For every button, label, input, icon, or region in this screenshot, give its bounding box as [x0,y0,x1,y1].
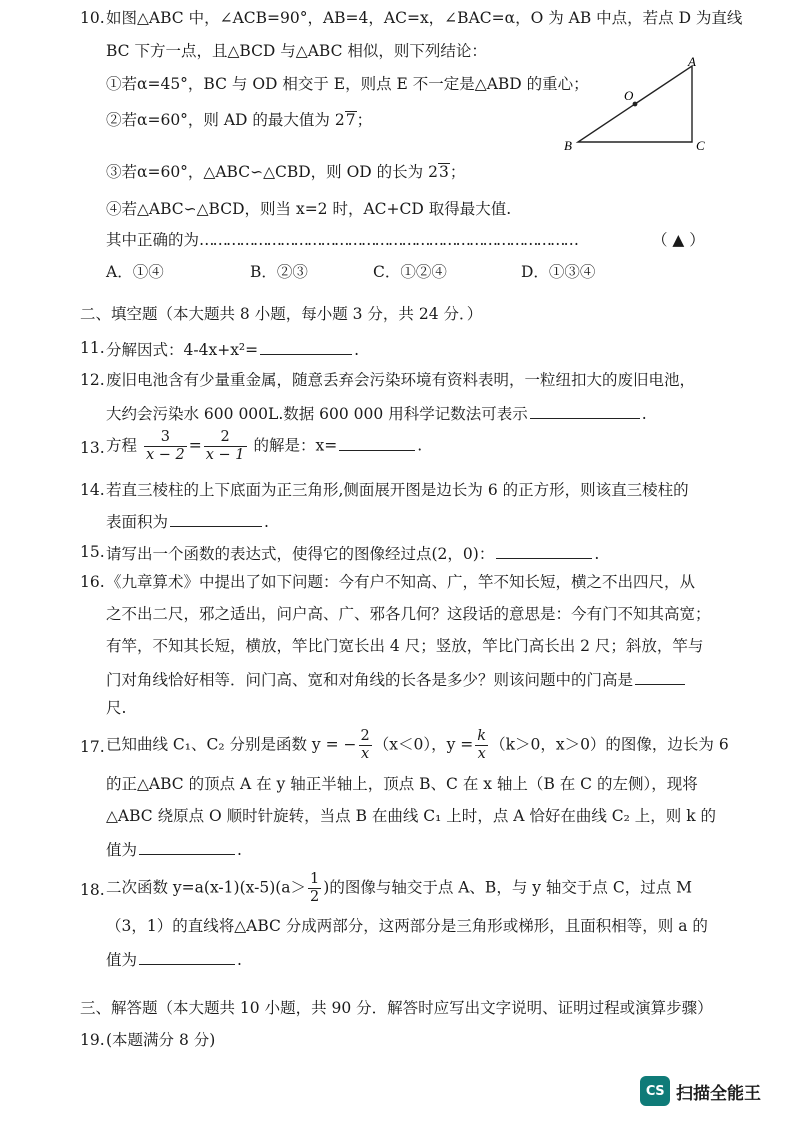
q18-number: 18. [80,881,105,899]
q13-post: . [417,436,423,455]
q11-text [106,338,359,360]
q10-option2-pre: ②若α=60°，则 AD 的最大值为 2 [106,111,345,129]
q14-text-line2 [106,510,269,532]
label-o: O [624,88,634,103]
denominator: x [361,746,370,762]
q17-number: 17. [80,738,105,756]
q10-stem-line1: 如图△ABC 中，∠ACB=90°，AB=4，AC=x，∠BAC=α，O 为 AB 中点，若点 D 为直线 [106,9,743,27]
q19-text: (本题满分 8 分) [106,1031,216,1049]
q17-post: . [237,841,242,859]
label-c: C [696,138,705,153]
denominator: x [477,746,486,762]
q10-stem-line2: BC 下方一点，且△BCD 与△ABC 相似，则下列结论： [106,42,487,60]
fraction [475,728,488,763]
denominator: x − 2 [145,447,185,463]
q10-ask-text: 其中正确的为 [106,231,200,249]
q18-part-b: )的图像与轴交于点 A、B，与 y 轴交于点 C，过点 M [323,878,693,897]
numerator: 3 [144,429,187,447]
equals-sign: = [188,436,202,455]
q18-part-a: 二次函数 y=a(x-1)(x-5)(a＞ [106,878,307,897]
q10-option4-text: ④若△ABC∽△BCD，则当 x=2 时，AC+CD 取得最大值. [106,200,512,218]
q10-option3-post: ； [449,163,466,181]
answer-blank[interactable] [496,542,592,559]
choice-c: C．①②④ [373,263,447,281]
q10-ask [106,230,577,250]
q10-option3-text [106,162,465,182]
fraction [308,871,321,906]
q13-text [106,429,422,464]
section3-heading: 三、解答题（本大题共 10 小题，共 90 分．解答时应写出文字说明、证明过程或演算步骤） [80,999,713,1017]
q19-number: 19. [80,1031,105,1049]
q17-text-line4 [106,838,242,860]
leader-dots: ………………………………………………………………………… [199,231,578,249]
sqrt-radicand: 3 [438,163,449,181]
label-a: A [688,56,696,69]
denominator: x − 1 [205,447,245,463]
choice-a: A．①④ [106,263,164,281]
q18-pre: 值为 [106,951,138,969]
q11-pre: 分解因式：4-4x+x²= [106,341,259,359]
q10-option2-text [106,110,372,130]
q17-pre: 值为 [106,841,138,859]
q15-number: 15. [80,543,105,561]
watermark-text: 扫描全能王 [676,1083,761,1104]
fraction [144,429,187,464]
section2-heading: 二、填空题（本大题共 8 小题，每小题 3 分，共 24 分．） [80,305,483,323]
q12-post: . [641,405,647,423]
q16-text-line2: 之不出二尺，邪之适出，问户高、广、邪各几何？这段话的意思是：今有门不知其高宽； [106,605,711,623]
denominator: 2 [310,889,320,905]
q12-text-line1: 废旧电池含有少量重金属，随意丢弃会污染环境有资料表明，一粒纽扣大的废旧电池， [106,371,696,389]
q18-text-line2: （3，1）的直线将△ABC 分成两部分，这两部分是三角形或梯形，且面积相等，则 a 的 [106,917,708,935]
sqrt-radicand: 7 [345,111,356,129]
q16-text-line4 [106,668,687,690]
q18-post: . [237,951,242,969]
answer-blank[interactable] [339,434,415,451]
q15-text [106,542,599,564]
numerator: 2 [204,429,247,447]
q11-post: . [354,341,360,359]
q11-number: 11. [80,339,105,357]
triangle-figure [560,56,720,156]
q13-mid: 的解是：x= [253,436,338,455]
q17-part-b: （x＜0），y = [373,735,474,754]
q16-text-line4-pre: 门对角线恰好相等．问门高、宽和对角线的长各是多少？则该问题中的门高是 [106,671,634,689]
q16-text-line3: 有竿，不知其长短，横放，竿比门宽长出 4 尺；竖放，竿比门高长出 2 尺；斜放，竿与 [106,637,704,655]
q16-text-line1: 《九章算术》中提出了如下问题：今有户不知高、广，竿不知长短，横之不出四尺，从 [106,573,696,591]
answer-paren: （ ▲ ） [652,231,705,249]
q14-number: 14. [80,481,105,499]
q18-text-line3 [106,948,242,970]
q14-post: . [264,513,269,531]
answer-blank[interactable] [635,668,685,685]
q14-pre: 表面积为 [106,513,169,531]
q17-part-a: 已知曲线 C₁、C₂ 分别是函数 y = − [106,735,357,754]
q13-pre: 方程 [106,436,138,455]
answer-blank[interactable] [170,510,262,527]
fraction [359,728,372,763]
answer-blank[interactable] [139,838,235,855]
q10-option2-post: ； [356,111,373,129]
q10-option3-pre: ③若α=60°，△ABC∽△CBD，则 OD 的长为 2 [106,163,438,181]
q12-number: 12. [80,371,105,389]
q13-number: 13. [80,439,105,457]
fraction [204,429,247,464]
label-b: B [564,138,572,153]
q16-number: 16. [80,573,105,591]
q10-number: 10. [80,9,105,27]
numerator: 1 [310,871,320,887]
q17-text-line3: △ABC 绕原点 O 顺时针旋转，当点 B 在曲线 C₁ 上时，点 A 恰好在曲线 C₂ 上，则 k 的 [106,807,717,825]
scanner-watermark [640,1076,761,1106]
q12-text-line2 [106,402,647,424]
q15-post: . [594,545,600,563]
q17-text-line1 [106,728,729,763]
answer-blank[interactable] [139,948,235,965]
numerator: 2 [360,728,370,744]
q17-part-c: （k＞0，x＞0）的图像，边长为 6 [490,735,729,754]
choice-d: D．①③④ [521,263,596,281]
q14-text-line1: 若直三棱柱的上下底面为正三角形,侧面展开图是边长为 6 的正方形，则该直三棱柱的 [106,481,689,499]
q18-text-line1 [106,871,692,906]
answer-blank[interactable] [530,402,640,419]
choice-b: B．②③ [250,263,308,281]
q10-option1-text: ①若α=45°，BC 与 OD 相交于 E，则点 E 不一定是△ABD 的重心； [106,75,589,93]
q16-text-line5: 尺. [106,699,127,717]
camscanner-logo-icon: CS [640,1076,670,1106]
q17-text-line2: 的正△ABC 的顶点 A 在 y 轴正半轴上，顶点 B、C 在 x 轴上（B 在 C 的左侧），现将 [106,775,698,793]
q15-pre: 请写出一个函数的表达式，使得它的图像经过点(2，0)： [106,545,495,563]
q12-pre: 大约会污染水 600 000L.数据 600 000 用科学记数法可表示 [106,405,528,423]
answer-blank[interactable] [260,338,352,355]
numerator: k [477,728,487,744]
